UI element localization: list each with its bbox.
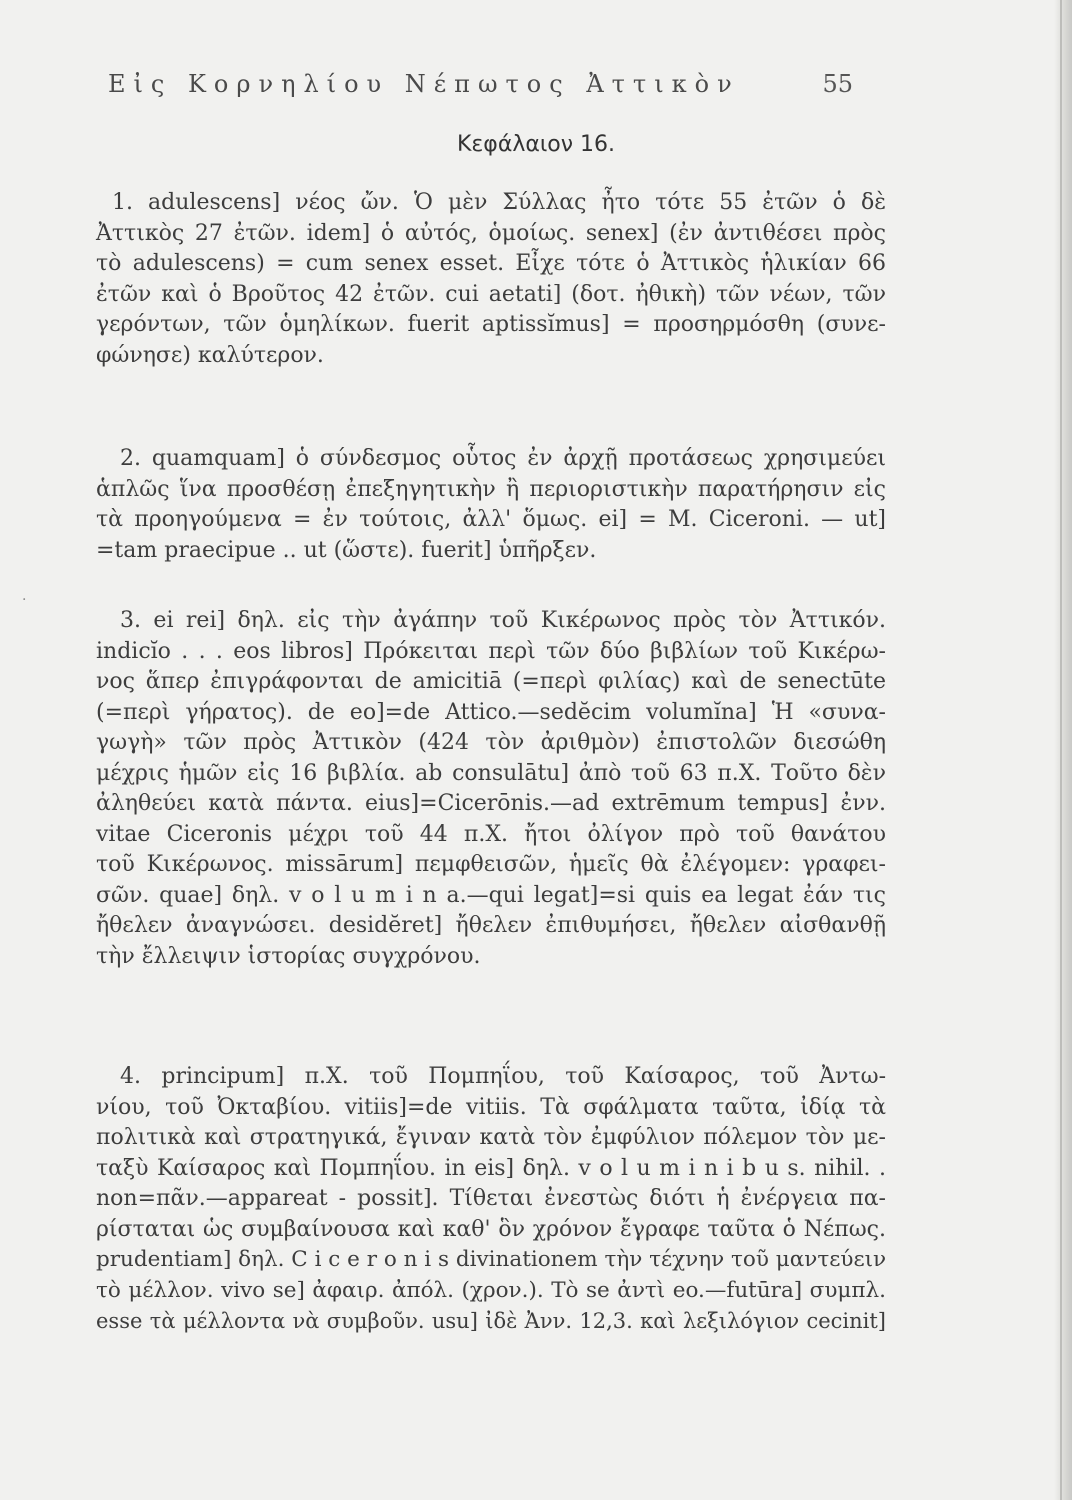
text-line: πολιτικὰ καὶ στρατηγικά, ἔγιναν κατὰ τὸν ἐμφύλιον πόλεμον τὸν με- bbox=[96, 1125, 886, 1150]
text-line: ταξὺ Καίσαρος καὶ Πομπηΐου. in eis] δηλ. v o l u m i n i b u s. nihil. . bbox=[96, 1155, 886, 1181]
text-line: τοῦ Κικέρωνος. missārum] πεμφθεισῶν, ἡμεῖς θὰ ἐλέγομεν: γραφει- bbox=[96, 852, 886, 877]
text-line: 4. principum] π.Χ. τοῦ Πομπηΐου, τοῦ Καίσαρος, τοῦ Ἀντω- bbox=[120, 1064, 886, 1089]
paragraph-2 bbox=[96, 444, 886, 566]
text-line: νος ἅπερ ἐπιγράφονται de amicitiā (=περὶ φιλίας) καὶ de senectūte bbox=[96, 669, 886, 694]
running-head bbox=[108, 70, 853, 110]
text-line: ρίσταται ὡς συμβαίνουσα καὶ καθ' ὃν χρόνον ἔγραφε ταῦτα ὁ Νέπως. bbox=[96, 1216, 886, 1242]
page-number: 55 bbox=[822, 70, 853, 98]
text-line: τὴν ἔλλειψιν ἱστορίας συγχρόνου. bbox=[96, 943, 481, 969]
paragraph-1 bbox=[96, 188, 886, 371]
text-line: τὸ μέλλον. vivo se] ἀφαιρ. ἀπόλ. (χρον.). Τὸ se ἀντὶ eo.—futūra] συμπλ. bbox=[96, 1277, 886, 1303]
text-line: ἁπλῶς ἵνα προσθέσῃ ἐπεξηγητικὴν ἢ περιοριστικὴν παρατήρησιν εἰς bbox=[96, 476, 886, 502]
page-edge bbox=[1054, 0, 1072, 1500]
text-line: ἀληθεύει κατὰ πάντα. eius]=Cicerōnis.—ad extrēmum tempus] ἐνν. bbox=[96, 791, 886, 816]
paragraph-3 bbox=[96, 606, 886, 972]
text-line: 1. adulescens] νέος ὤν. Ὁ μὲν Σύλλας ἦτο τότε 55 ἐτῶν ὁ δὲ bbox=[112, 190, 886, 215]
text-line: γωγὴ» τῶν πρὸς Ἀττικὸν (424 τὸν ἀριθμὸν) ἐπιστολῶν διεσώθη bbox=[96, 730, 886, 755]
text-line: ἤθελεν ἀναγνώσει. desidĕret] ἤθελεν ἐπιθυμήσει, ἤθελεν αἰσθανθῇ bbox=[96, 913, 886, 938]
paragraph-4 bbox=[96, 1062, 886, 1337]
text-line: φώνησε) καλύτερον. bbox=[96, 342, 324, 368]
text-line: (=περὶ γήρατος). de eo]=de Attico.—sedĕcim volumĭna] Ἡ «συνα- bbox=[96, 699, 886, 725]
text-line: μέχρις ἡμῶν εἰς 16 βιβλία. ab consulātu] ἀπὸ τοῦ 63 π.Χ. Τοῦτο δὲν bbox=[96, 760, 886, 786]
text-line: νίου, τοῦ Ὀκταβίου. vitiis]=de vitiis. Τὰ σφάλματα ταῦτα, ἰδίᾳ τὰ bbox=[96, 1094, 886, 1120]
text-line: γερόντων, τῶν ὁμηλίκων. fuerit aptissĭmus] = προσηρμόσθη (συνε- bbox=[96, 312, 886, 337]
text-line: vitae Ciceronis μέχρι τοῦ 44 π.Χ. ἤτοι ὀλίγον πρὸ τοῦ θανάτου bbox=[96, 821, 886, 847]
text-line: τὸ adulescens) = cum senex esset. Εἶχε τότε ὁ Ἀττικὸς ἡλικίαν 66 bbox=[96, 251, 886, 276]
text-line: 2. quamquam] ὁ σύνδεσμος οὗτος ἐν ἀρχῇ προτάσεως χρησιμεύει bbox=[120, 446, 886, 471]
text-line: esse τὰ μέλλοντα νὰ συμβοῦν. usu] ἰδὲ Ἀνν. 12,3. καὶ λεξιλόγιον cecinit] bbox=[96, 1309, 886, 1333]
text-line: σῶν. quae] δηλ. v o l u m i n a.—qui legat]=si quis ea legat ἐάν τις bbox=[96, 882, 886, 908]
text-line: τὰ προηγούμενα = ἐν τούτοις, ἀλλ' ὅμως. ei] = M. Ciceroni. — ut] bbox=[96, 507, 886, 532]
text-line: indicĭo . . . eos libros] Πρόκειται περὶ τῶν δύο βιβλίων τοῦ Κικέρω- bbox=[96, 638, 886, 664]
page-edge-line bbox=[1060, 0, 1062, 1500]
text-line: =tam praecipue .. ut (ὥστε). fuerit] ὑπῆρξεν. bbox=[96, 537, 597, 563]
running-title: Εἰς Κορνηλίου Νέπωτος Ἀττικὸν bbox=[108, 70, 740, 98]
text-line: ἐτῶν καὶ ὁ Βροῦτος 42 ἐτῶν. cui aetati] (δοτ. ἠθικὴ) τῶν νέων, τῶν bbox=[96, 281, 886, 307]
text-line: prudentiam] δηλ. C i c e r o n i s divinationem τὴν τέχνην τοῦ μαντεύειν bbox=[96, 1247, 887, 1272]
text-line: Ἀττικὸς 27 ἐτῶν. idem] ὁ αὐτός, ὁμοίως. senex] (ἐν ἀντιθέσει πρὸς bbox=[96, 220, 886, 246]
stray-dot: · bbox=[22, 592, 27, 608]
text-line: non=πᾶν.—appareat - possit]. Τίθεται ἐνεστὼς διότι ἡ ἐνέργεια πα- bbox=[96, 1186, 886, 1211]
chapter-title: Κεφάλαιον 16. bbox=[456, 132, 616, 157]
text-line: 3. ei rei] δηλ. εἰς τὴν ἀγάπην τοῦ Κικέρωνος πρὸς τὸν Ἀττικόν. bbox=[120, 608, 886, 633]
